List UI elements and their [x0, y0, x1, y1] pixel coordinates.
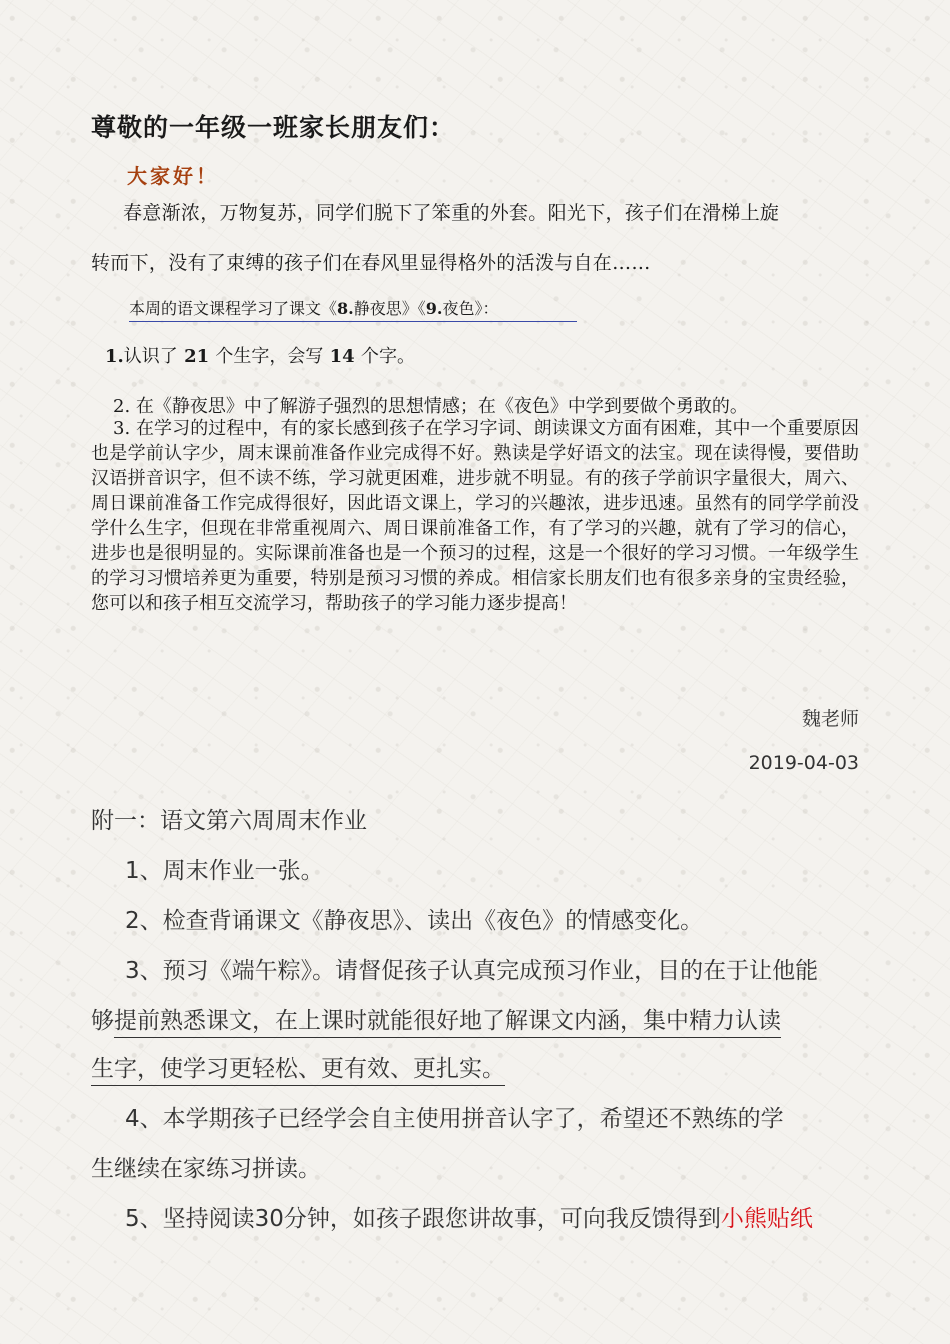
- point-1-count-new: 21: [177, 346, 216, 367]
- homework-item-2: 2、检查背诵课文《静夜思》、读出《夜色》的情感变化。: [125, 908, 704, 934]
- homework-item-5-text: 5、坚持阅读30分钟，如孩子跟您讲故事，可向我反馈得到: [125, 1206, 721, 1232]
- homework-heading: 附一：语文第六周周末作业: [91, 808, 367, 834]
- point-1-text-c: 个字。: [360, 346, 415, 367]
- homework-item-3-line-3: [91, 1050, 505, 1083]
- point-1-text-a: 认识了: [123, 346, 178, 367]
- course-suffix: 夜色》：: [442, 299, 499, 318]
- signature: 魏老师: [801, 708, 859, 730]
- course-lesson-8-number: 8.: [337, 299, 354, 318]
- point-1-number: 1.: [105, 346, 124, 367]
- homework-item-1: 1、周末作业一张。: [125, 858, 324, 884]
- homework-item-4-line-2: 生继续在家练习拼读。: [91, 1156, 321, 1182]
- point-1-text-b: 个生字，会写: [215, 346, 324, 367]
- intro-line-2: 转而下，没有了束缚的孩子们在春风里显得格外的活泼与自在……: [91, 252, 651, 274]
- homework-item-3-underlined-b: 生字，使学习更轻松、更有效、更扎实。: [91, 1056, 505, 1086]
- course-summary-line: [129, 296, 577, 322]
- homework-item-5: [125, 1200, 813, 1233]
- letter-date: 2019-04-03: [748, 752, 859, 774]
- homework-item-3-line-2: [91, 1002, 781, 1035]
- course-prefix: 本周的语文课程学习了课文《: [129, 299, 338, 318]
- homework-item-3-line-2-plain: 够: [91, 1008, 114, 1034]
- homework-item-4-line-1: 4、本学期孩子已经学会自主使用拼音认字了，希望还不熟练的学: [125, 1106, 784, 1132]
- intro-line-1: 春意渐浓，万物复苏，同学们脱下了笨重的外套。阳光下，孩子们在滑梯上旋: [123, 202, 780, 224]
- homework-item-3-line-1: 3、预习《端午粽》。请督促孩子认真完成预习作业，目的在于让他能: [125, 958, 819, 984]
- point-1-count-write: 14: [323, 346, 361, 367]
- point-2: 2. 在《静夜思》中了解游子强烈的思想情感；在《夜色》中学到要做个勇敢的。: [113, 396, 748, 417]
- point-1: [105, 342, 415, 368]
- homework-item-3-underlined-a: 提前熟悉课文，在上课时就能很好地了解课文内涵，集中精力认读: [114, 1008, 781, 1038]
- greeting: 大家好！: [127, 164, 219, 188]
- homework-item-5-highlight: 小熊贴纸: [720, 1206, 813, 1232]
- course-lesson-9-number: 9.: [425, 299, 443, 318]
- letter-title: 尊敬的一年级一班家长朋友们：: [91, 113, 456, 142]
- course-mid: 静夜思》《: [353, 299, 426, 318]
- point-3: 3. 在学习的过程中，有的家长感到孩子在学习字词、朗读课文方面有困难，其中一个重要原因也是学前认字少，周末课前准备作业完成得不好。熟读是学好语文的法宝。现在读得慢，要借助汉语拼音识字，但不读不练，学习就更困难，进步就不明显。有的孩子学前识字量很大，周六、周日课前准备工作完成得很好，因此语文课上，学习的兴趣浓，进步迅速。虽然有的同学学前没学什么生字，但现在非常重视周六、周日课前准备工作，有了学习的兴趣，就有了学习的信心，进步也是很明显的。实际课前准备也是一个预习的过程，这是一个很好的学习习惯。一年级学生的学习习惯培养更为重要，特别是预习习惯的养成。相信家长朋友们也有很多亲身的宝贵经验，您可以和孩子相互交流学习，帮助孩子的学习能力逐步提高！: [91, 418, 859, 614]
